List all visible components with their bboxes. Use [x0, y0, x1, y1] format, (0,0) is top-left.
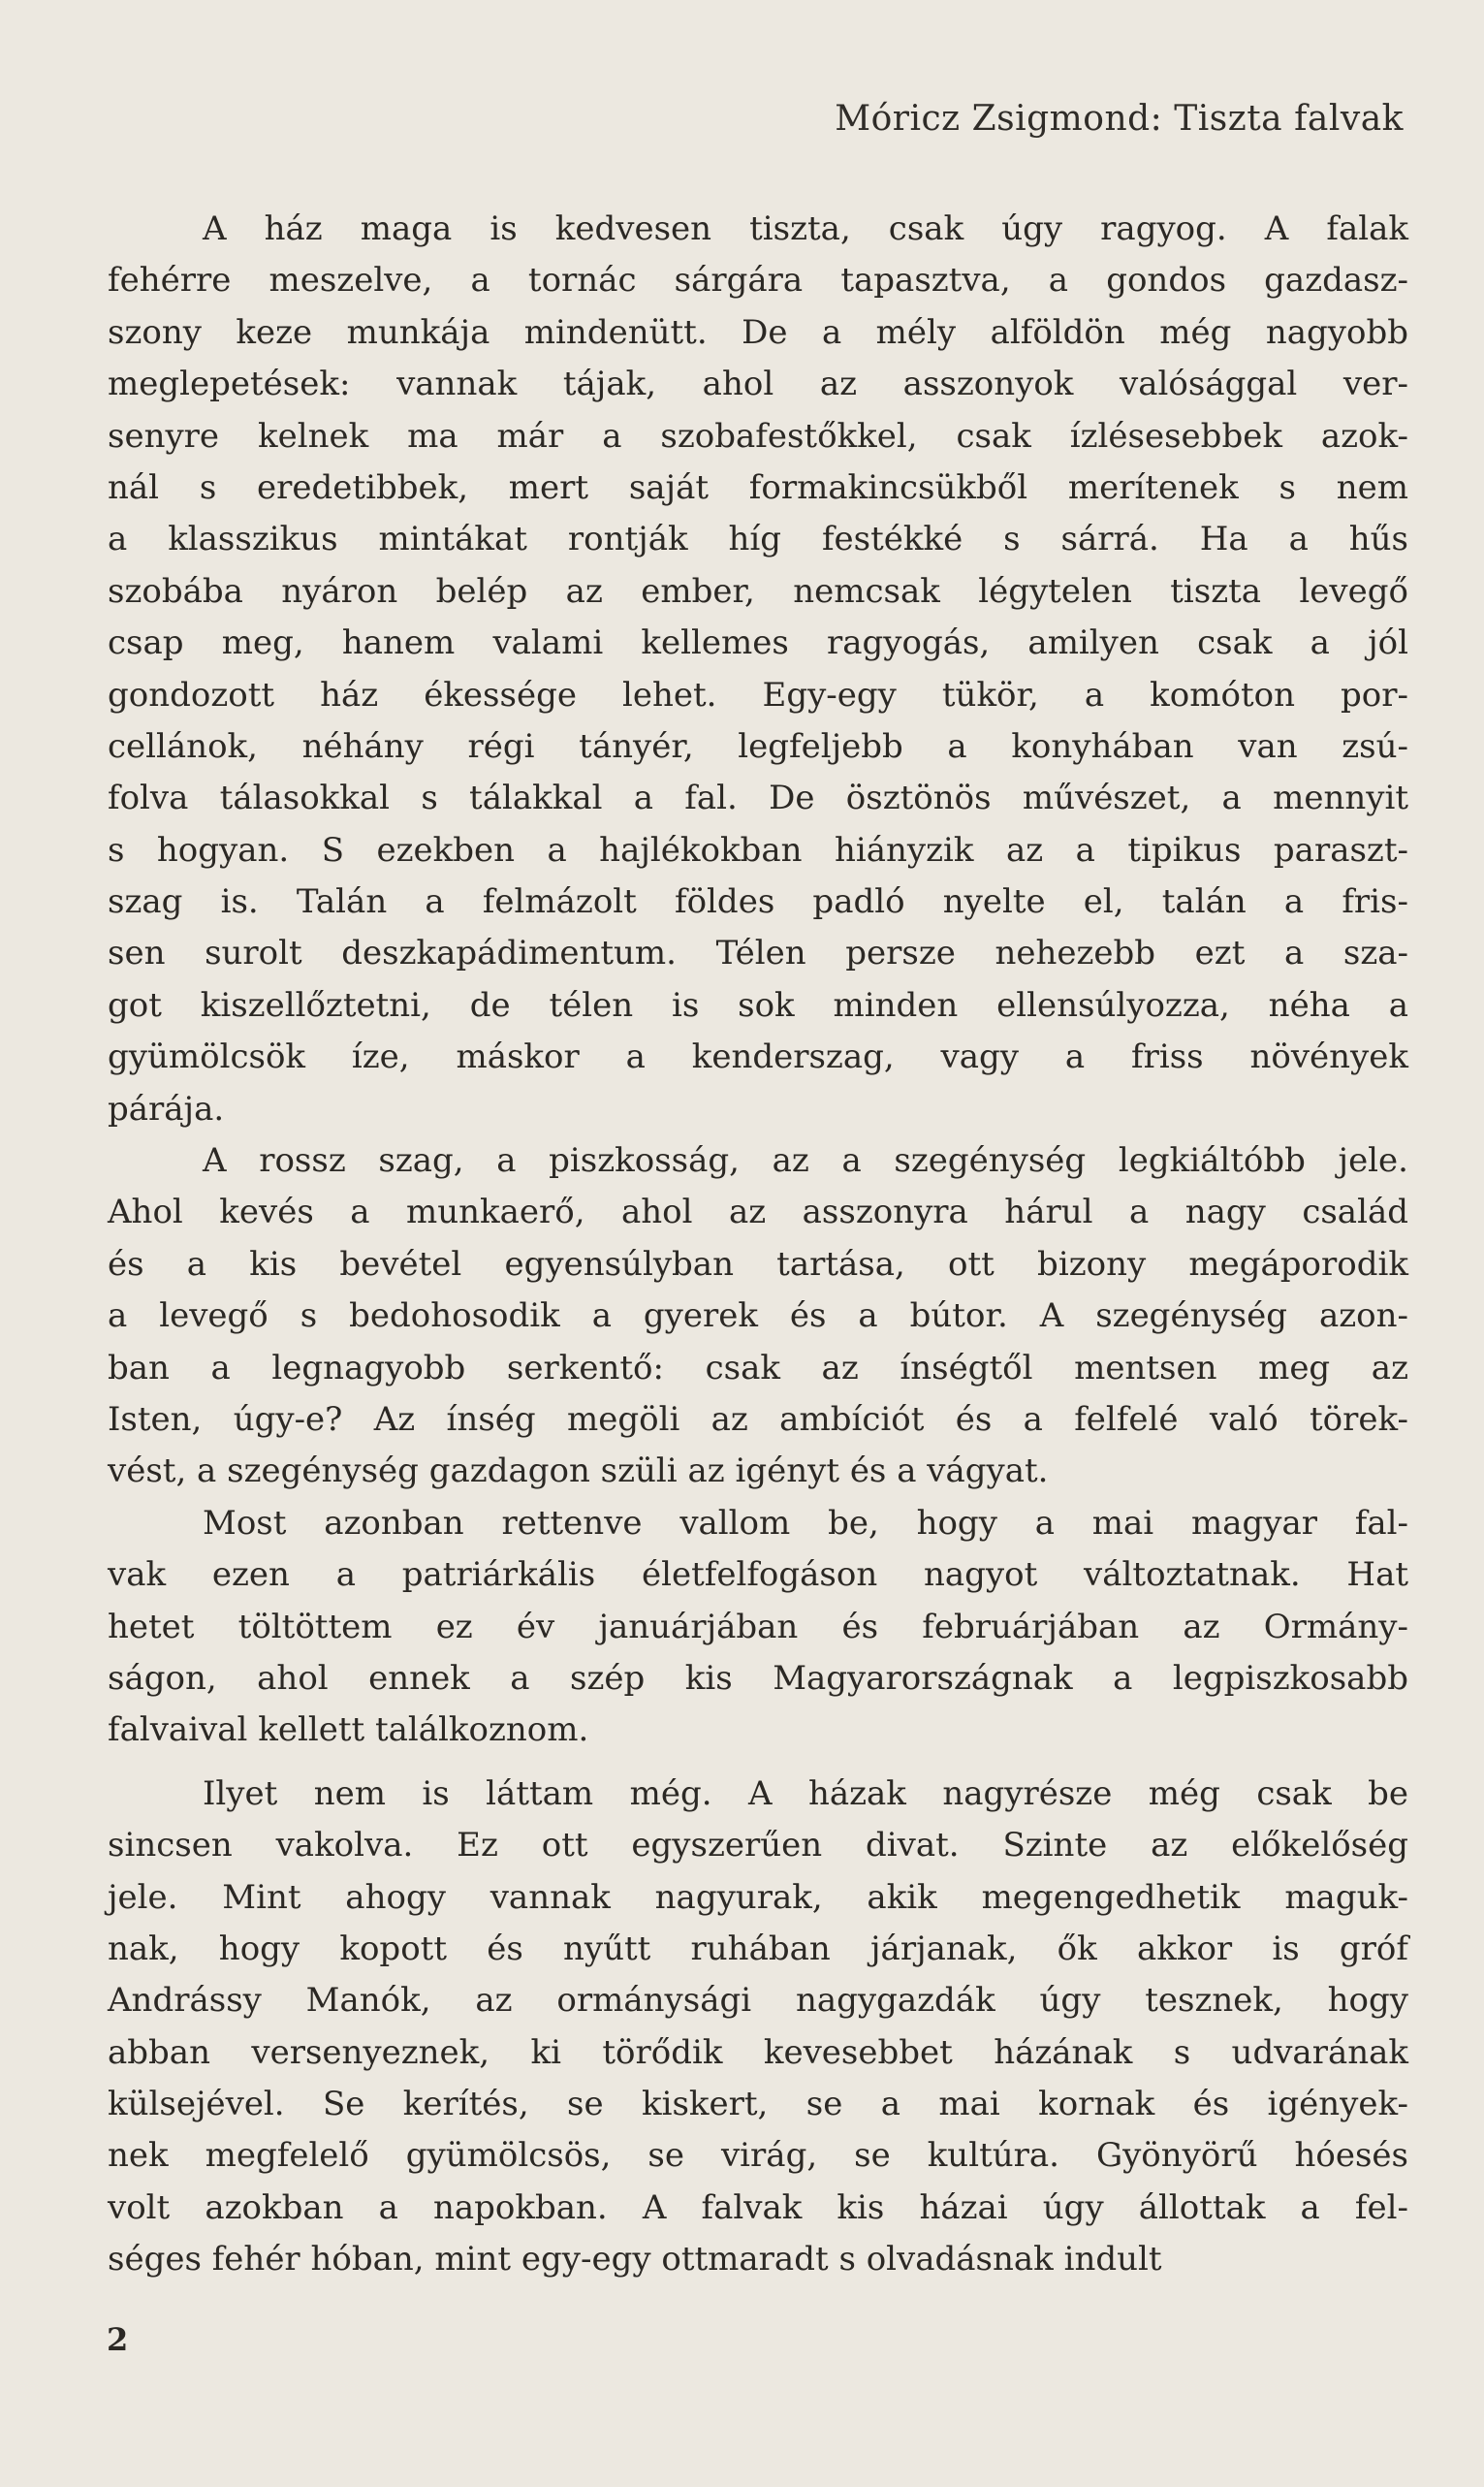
paragraph — [108, 1498, 1408, 1757]
text-line: sincsen vakolva. Ez ott egyszerűen divat. Szinte az előkelőség — [108, 1826, 1408, 1865]
text-line: Most azonban rettenve vallom be, hogy a mai magyar fal- — [203, 1503, 1408, 1543]
text-line: sen surolt deszkapádimentum. Télen persze nehezebb ezt a sza- — [108, 934, 1408, 973]
paragraph — [108, 1135, 1408, 1498]
text-line: a klasszikus mintákat rontják híg festékké s sárrá. Ha a hűs — [108, 520, 1408, 559]
text-line: gondozott ház ékessége lehet. Egy-egy tükör, a komóton por- — [108, 675, 1408, 715]
text-line: fehérre meszelve, a tornác sárgára tapasztva, a gondos gazdasz- — [108, 261, 1408, 301]
text-line: abban versenyeznek, ki törődik kevesebbet házának s udvarának — [108, 2032, 1408, 2072]
text-line: vést, a szegénység gazdagon szüli az igényt és a vágyat. — [108, 1451, 1049, 1491]
text-line: szobába nyáron belép az ember, nemcsak légytelen tiszta levegő — [108, 571, 1408, 611]
text-line: A ház maga is kedvesen tiszta, csak úgy ragyog. A falak — [203, 209, 1408, 248]
text-line: gyümölcsök íze, máskor a kenderszag, vagy a friss növények — [108, 1037, 1408, 1077]
text-line: Ahol kevés a munkaerő, ahol az asszonyra hárul a nagy család — [108, 1193, 1408, 1232]
text-line: falvaival kellett találkoznom. — [108, 1710, 589, 1750]
text-line: cellánok, néhány régi tányér, legfeljebb a konyhában van zsú- — [108, 726, 1408, 766]
text-line: nál s eredetibbek, mert saját formakincsükből merítenek s nem — [108, 467, 1408, 507]
text-line: párája. — [108, 1089, 225, 1129]
text-line: nek megfelelő gyümölcsös, se virág, se kultúra. Gyönyörű hóesés — [108, 2136, 1408, 2176]
text-line: got kiszellőztetni, de télen is sok minden ellensúlyozza, néha a — [108, 985, 1408, 1025]
text-line: hetet töltöttem ez év januárjában és februárjában az Ormány- — [108, 1607, 1408, 1646]
text-line: Andrássy Manók, az ormánysági nagygazdák úgy tesznek, hogy — [108, 1981, 1408, 2021]
text-line: csap meg, hanem valami kellemes ragyogás, amilyen csak a jól — [108, 623, 1408, 663]
text-line: és a kis bevétel egyensúlyban tartása, ott bizony megáporodik — [108, 1244, 1408, 1284]
text-line: Ilyet nem is láttam még. A házak nagyrésze még csak be — [203, 1773, 1408, 1813]
text-line: s hogyan. S ezekben a hajlékokban hiányzik az a tipikus paraszt- — [108, 830, 1408, 870]
text-line: ban a legnagyobb serkentő: csak az ínségtől mentsen meg az — [108, 1348, 1408, 1387]
text-line: ságon, ahol ennek a szép kis Magyarországnak a legpiszkosabb — [108, 1658, 1408, 1698]
text-line: A rossz szag, a piszkosság, az a szegénység legkiáltóbb jele. — [203, 1141, 1408, 1181]
text-line: folva tálasokkal s tálakkal a fal. De ösztönös művészet, a mennyit — [108, 779, 1408, 818]
text-line: a levegő s bedohosodik a gyerek és a bútor. A szegénység azon- — [108, 1296, 1408, 1336]
text-line: Isten, úgy-e? Az ínség megöli az ambíciót és a felfelé való törek- — [108, 1399, 1408, 1439]
body-text — [108, 204, 1408, 2286]
page-number: 2 — [107, 2321, 129, 2358]
text-line: külsejével. Se kerítés, se kiskert, se a mai kornak és igények- — [108, 2085, 1408, 2124]
text-line: séges fehér hóban, mint egy-egy ottmaradt s olvadásnak indult — [108, 2240, 1162, 2280]
text-line: meglepetések: vannak tájak, ahol az asszonyok valósággal ver- — [108, 365, 1408, 404]
text-line: nak, hogy kopott és nyűtt ruhában járjanak, ők akkor is gróf — [108, 1929, 1408, 1968]
text-line: vak ezen a patriárkális életfelfogáson nagyot változtatnak. Hat — [108, 1555, 1408, 1595]
text-line: szag is. Talán a felmázolt földes padló nyelte el, talán a fris- — [108, 882, 1408, 922]
text-line: volt azokban a napokban. A falvak kis házai úgy állottak a fel- — [108, 2187, 1408, 2227]
text-line: jele. Mint ahogy vannak nagyurak, akik megengedhetik maguk- — [108, 1877, 1408, 1917]
paragraph — [108, 204, 1408, 1135]
text-line: szony keze munkája mindenütt. De a mély alföldön még nagyobb — [108, 312, 1408, 352]
paragraph — [108, 1769, 1408, 2286]
text-line: senyre kelnek ma már a szobafestőkkel, csak ízlésesebbek azok- — [108, 416, 1408, 456]
running-header: Móricz Zsigmond: Tiszta falvak — [835, 99, 1404, 139]
